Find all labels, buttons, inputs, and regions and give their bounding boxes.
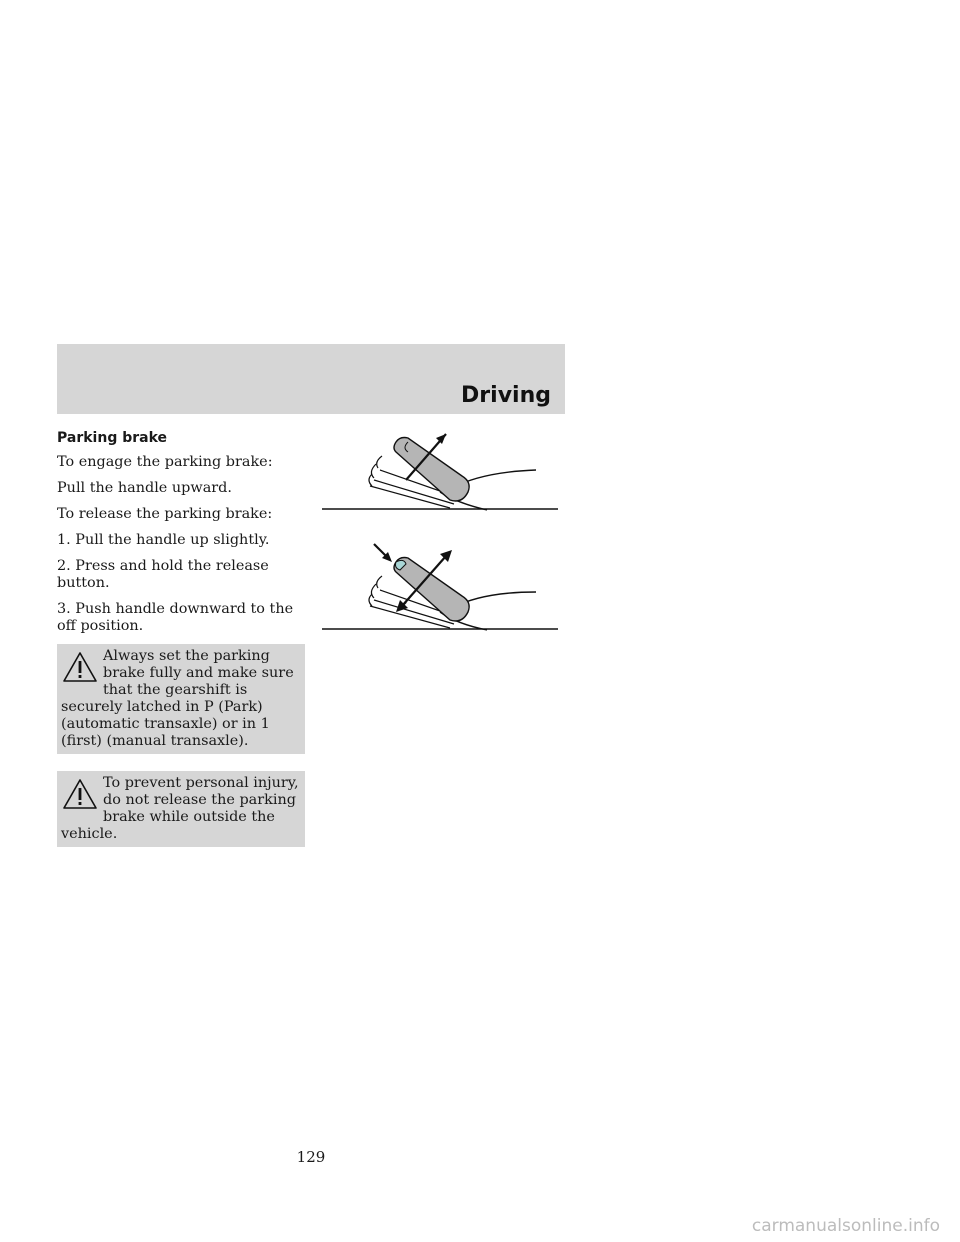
warning-box	[57, 644, 305, 754]
warning-triangle-icon	[61, 777, 99, 811]
section-header-band	[57, 344, 565, 414]
paragraph: Pull the handle upward.	[57, 480, 232, 496]
section-title: Driving	[461, 383, 551, 408]
parking-brake-engage-illustration	[322, 428, 558, 512]
parking-brake-release-illustration	[322, 540, 558, 634]
page-number: 129	[296, 1148, 326, 1166]
content-column	[57, 430, 305, 847]
paragraph: To engage the parking brake:	[57, 454, 273, 470]
paragraph: To release the parking brake:	[57, 506, 273, 522]
section-heading: Parking brake	[57, 430, 168, 446]
warning-triangle-icon	[61, 650, 99, 684]
warning-text: Always set the parking brake fully and make sure that the gearshift is securely latched in P (Park) (automatic transaxle) or in 1 (first) (manual transaxle).	[61, 648, 294, 749]
step-3: 3. Push handle downward to the off position.	[57, 601, 294, 634]
warning-box	[57, 771, 305, 847]
warning-text: To prevent personal injury, do not release the parking brake while outside the vehicle.	[61, 775, 299, 842]
step-1: 1. Pull the handle up slightly.	[57, 532, 270, 548]
handle-pull-up-icon	[322, 428, 558, 512]
watermark: carmanualsonline.info	[751, 1216, 940, 1236]
handle-release-icon	[322, 540, 558, 634]
step-2: 2. Press and hold the release button.	[57, 558, 269, 591]
